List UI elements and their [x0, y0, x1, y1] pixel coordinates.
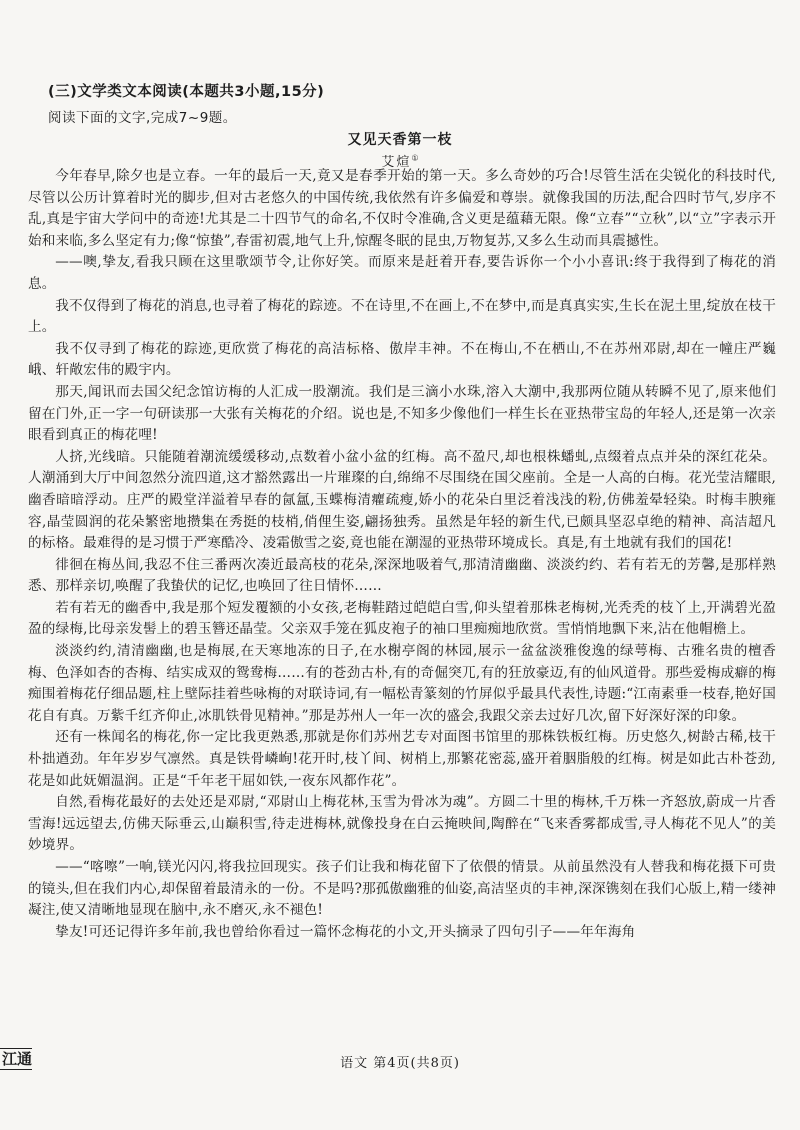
article-title: 又见天香第一枝 [347, 132, 453, 148]
paragraph: 若有若无的幽香中,我是那个短发覆额的小女孩,老梅鞋踏过皑皑白雪,仰头望着那株老梅树,光秃秃的枝丫上,开满碧光盈盈的绿梅,比母亲发髻上的碧玉簪还晶莹。父亲双手笼在狐皮袍子的袖口里痴痴地欣赏。雪悄悄地飘下来,沾在他帽檐上。 [28, 599, 776, 638]
paragraph: 还有一株闻名的梅花,你一定比我更熟悉,那就是你们苏州艺专对面图书馆里的那株铁板红梅。历史悠久,树龄古稀,枝干朴拙遒劲。年年岁岁气凛然。真是铁骨嶙峋!花开时,枝丫间、树梢上,那繁花密蕊,盛开着胭脂般的红梅。树是如此古朴苍劲,花是如此妩媚温润。正是“千年老干屈如铁,一夜东风都作花”。 [28, 729, 776, 789]
paragraph: 我不仅寻到了梅花的踪迹,更欣赏了梅花的高洁标格、傲岸丰神。不在梅山,不在栖山,不在苏州邓尉,却在一幢庄严巍峨、轩敞宏伟的殿宇内。 [28, 340, 776, 379]
paragraph: 徘徊在梅丛间,我忍不住三番两次凑近最高枝的花朵,深深地吸着气,那清清幽幽、淡淡约约、若有若无的芳馨,是那样熟悉、那样亲切,唤醒了我蛰伏的记忆,也唤回了往日情怀…… [28, 556, 776, 595]
instruction: 阅读下面的文字,完成7~9题。 [48, 110, 237, 126]
article-body [28, 166, 776, 943]
paragraph: 今年春早,除夕也是立春。一年的最后一天,竟又是春季开始的第一天。多么奇妙的巧合!尽管生活在尖锐化的科技时代,尽管以公历计算着时光的脚步,但对古老悠久的中国传统,我依然有许多偏爱和尊崇。就像我国的历法,配合四时节气,岁序不乱,真是宇宙大学问中的奇迹!尤其是二十四节气的命名,不仅时令准确,含义更是蕴藉无限。像“立春”“立秋”,以“立”字表示开始和来临,多么坚定有力;像“惊蛰”,春雷初震,地气上升,惊醒冬眠的昆虫,万物复苏,又多么生动而具震撼性。 [28, 168, 776, 249]
paragraph: ——“喀嚓”一响,镁光闪闪,将我拉回现实。孩子们让我和梅花留下了依偎的情景。从前虽然没有人替我和梅花摄下可贵的镜头,但在我们内心,却保留着最清永的一份。不是吗?那孤傲幽雅的仙姿,高洁坚贞的丰神,深深镌刻在我们心版上,精一缕神凝注,使又清晰地显现在脑中,永不磨灭,永不褪色! [28, 859, 776, 919]
author-name: 艾煊 [381, 155, 412, 170]
paragraph: 淡淡约约,清清幽幽,也是梅展,在天寒地冻的日子,在水榭亭阁的林园,展示一盆盆淡雅俊逸的绿萼梅、古雅名贵的檀香梅、色泽如杏的杏梅、结实成双的鸳鸯梅……有的苍劲古朴,有的奇倔突兀,有的狂放豪迈,有的仙风道骨。那些爱梅成癖的梅痴围着梅花仔细品题,柱上壁际挂着些咏梅的对联诗词,有一幅松青篆刻的竹屏似乎最具代表性,诗题:“江南素垂一枝春,艳好国花自有真。万紫千红齐仰止,冰肌铁骨见精神。”那是苏州人一年一次的盛会,我跟父亲去过好几次,留下好深好深的印象。 [28, 643, 776, 724]
author-note-mark: ① [411, 153, 419, 163]
paragraph: 那天,闻讯而去国父纪念馆访梅的人汇成一股潮流。我们是三滴小水珠,溶入大潮中,我那两位随从转瞬不见了,原来他们留在门外,正一字一句研读那一大张有关梅花的介绍。说也是,不知多少像他们一样生长在亚热带宝岛的年轻人,还是第一次亲眼看到真正的梅花哩! [28, 383, 776, 444]
footer-subject: 语文 [340, 1056, 369, 1071]
footer-page-number: 第4页(共8页) [373, 1056, 460, 1071]
paragraph: ——噢,挚友,看我只顾在这里歌颂节令,让你好笑。而原来是赶着开春,要告诉你一个小小喜讯:终于我得到了梅花的消息。 [28, 254, 776, 292]
paragraph: 人挤,光线暗。只能随着潮流缓缓移动,点数着小盆小盆的红梅。高不盈尺,却也根株蟠虬,点缀着点点并朵的深红花朵。人潮涌到大厅中间忽然分流四道,这才豁然露出一片璀璨的白,绵绵不尽围绕在国父座前。全是一人高的白梅。花光莹洁耀眼,幽香暗暗浮动。庄严的殿堂洋溢着早春的氤氲,玉蝶梅清癯疏瘦,娇小的花朵白里泛着浅浅的粉,仿佛羞晕轻染。时梅丰腴雍容,晶莹圆润的花朵繁密地攒集在秀挺的枝梢,俏俚生姿,翩扬独秀。虽然是年轻的新生代,已颇具坚忍卓绝的精神、高洁超凡的标格。最难得的是习惯于严寒酷冷、凌霜傲雪之姿,竟也能在潮湿的亚热带环境成长。真是,有土地就有我们的国花! [28, 448, 776, 552]
paragraph: 自然,看梅花最好的去处还是邓尉,“邓尉山上梅花林,玉雪为骨冰为魂”。方圆二十里的梅林,千万株一齐怒放,蔚成一片香雪海!远远望去,仿佛天际垂云,山巅积雪,待走进梅林,就像投身在白云掩映间,陶醉在“飞来香雾都成雪,寻人梅花不见人”的美妙境界。 [28, 794, 776, 854]
side-mark: 江通 [2, 1050, 33, 1068]
page-footer [0, 1052, 800, 1071]
paragraph: 挚友!可还记得许多年前,我也曾给你看过一篇怀念梅花的小文,开头摘录了四句引子——年年海角 [55, 923, 636, 940]
paragraph: 我不仅得到了梅花的消息,也寻着了梅花的踪迹。不在诗里,不在画上,不在梦中,而是真真实实,生长在泥土里,绽放在枝干上。 [28, 297, 776, 336]
section-title: (三)文学类文本阅读(本题共3小题,15分) [48, 84, 325, 100]
